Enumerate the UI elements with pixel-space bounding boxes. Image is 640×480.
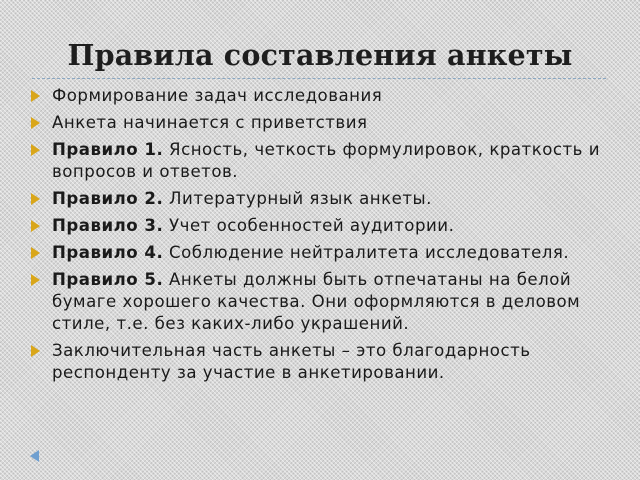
bullet-text: Анкеты должны быть отпечатаны на белой бумаге хорошего качества. Они оформляются в деловом стиле, т.е. без каких-либо украшений. bbox=[52, 270, 581, 333]
left-arrow-icon[interactable] bbox=[30, 450, 39, 462]
slide-title: Правила составления анкеты bbox=[67, 38, 573, 72]
list-item bbox=[31, 188, 611, 210]
bullet-text: Ясность, четкость формулировок, краткость и вопросов и ответов. bbox=[52, 140, 601, 181]
triangle-bullet-icon bbox=[31, 144, 40, 156]
triangle-bullet-icon bbox=[31, 220, 40, 232]
triangle-bullet-icon bbox=[31, 90, 40, 102]
bullet-list bbox=[31, 85, 611, 389]
bullet-text: Соблюдение нейтралитета исследователя. bbox=[163, 243, 570, 262]
list-item bbox=[31, 112, 611, 134]
rule-number: Правило 2. bbox=[52, 189, 164, 208]
rule-number: Правило 3. bbox=[52, 216, 164, 235]
list-item bbox=[31, 215, 611, 237]
list-item bbox=[31, 340, 611, 384]
bullet-text: Заключительная часть анкеты – это благодарность респонденту за участие в анкетировании. bbox=[52, 341, 531, 382]
triangle-bullet-icon bbox=[31, 247, 40, 259]
list-item bbox=[31, 269, 611, 335]
triangle-bullet-icon bbox=[31, 193, 40, 205]
rule-number: Правило 4. bbox=[52, 243, 164, 262]
triangle-bullet-icon bbox=[31, 117, 40, 129]
triangle-bullet-icon bbox=[31, 345, 40, 357]
list-item bbox=[31, 242, 611, 264]
title-divider bbox=[32, 78, 606, 79]
bullet-text: Анкета начинается с приветствия bbox=[52, 113, 368, 132]
triangle-bullet-icon bbox=[31, 274, 40, 286]
rule-number: Правило 5. bbox=[52, 270, 164, 289]
bullet-text: Формирование задач исследования bbox=[52, 86, 383, 105]
list-item bbox=[31, 139, 611, 183]
bullet-text: Учет особенностей аудитории. bbox=[163, 216, 455, 235]
rule-number: Правило 1. bbox=[52, 140, 164, 159]
bullet-text: Литературный язык анкеты. bbox=[163, 189, 432, 208]
list-item bbox=[31, 85, 611, 107]
